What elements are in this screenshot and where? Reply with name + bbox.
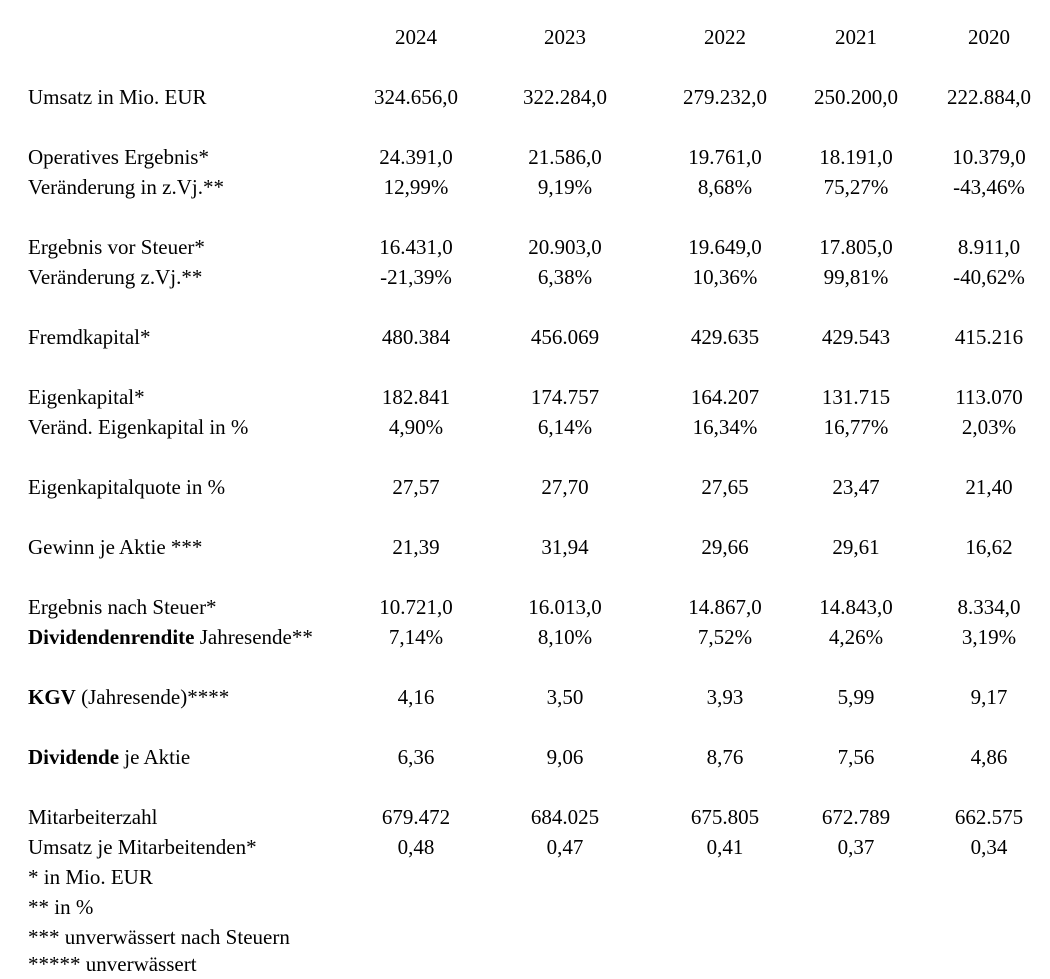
table-cell: -40,62% [953,265,1025,289]
table-cell: 6,38% [537,265,593,289]
table-cell: 27,70 [541,475,589,499]
table-cell: 4,16 [397,685,435,709]
table-cell: 324.656,0 [374,85,458,109]
table-cell: 8.911,0 [957,235,1021,259]
table-row [0,682,1050,712]
table-cell: 675.805 [690,805,760,829]
footnote-text: ** in % [28,895,94,919]
table-cell: 99,81% [823,265,889,289]
table-cell: 23,47 [832,475,880,499]
table-cell: 8,68% [697,175,753,199]
year-header: 2023 [544,25,586,49]
table-cell: 672.789 [821,805,891,829]
table-row [0,82,1050,112]
row-label: Umsatz in Mio. EUR [28,85,207,109]
table-cell: 3,19% [961,625,1017,649]
table-cell: 2,03% [961,415,1017,439]
row-label: Mitarbeiterzahl [28,805,158,829]
table-row [0,832,1050,862]
year-header: 2021 [835,25,877,49]
table-cell: 415.216 [954,325,1024,349]
row-label-rest: (Jahresende)**** [75,685,230,709]
table-cell: 14.867,0 [688,595,762,619]
row-label: Veränderung in z.Vj.** [28,175,224,199]
table-cell: 10.379,0 [952,145,1026,169]
table-cell: 662.575 [954,805,1024,829]
table-row [0,802,1050,832]
table-cell: 684.025 [530,805,600,829]
table-row [0,262,1050,292]
row-label-bold: KGV [28,685,76,709]
table-cell: 27,65 [701,475,749,499]
table-cell: -43,46% [953,175,1025,199]
table-cell: 222.884,0 [947,85,1031,109]
footnote-text: ***** unverwässert [28,952,197,976]
table-cell: 7,56 [837,745,875,769]
table-cell: 29,66 [701,535,749,559]
table-row [0,382,1050,412]
table-row [0,172,1050,202]
row-label: Veränderung z.Vj.** [28,265,203,289]
table-cell: 18.191,0 [819,145,893,169]
table-cell: 250.200,0 [814,85,898,109]
table-cell: 0,37 [837,835,875,859]
row-label: Veränd. Eigenkapital in % [28,415,249,439]
row-label: Eigenkapital* [28,385,145,409]
table-row [0,532,1050,562]
table-cell: 9,17 [970,685,1008,709]
table-cell: -21,39% [380,265,452,289]
table-row [0,412,1050,442]
table-cell: 27,57 [392,475,440,499]
row-label-rest: je Aktie [119,745,191,769]
table-cell: 10.721,0 [379,595,453,619]
table-cell: 429.635 [690,325,760,349]
table-cell: 24.391,0 [379,145,453,169]
row-label [28,622,313,652]
table-cell: 19.761,0 [688,145,762,169]
footnote-text: * in Mio. EUR [28,865,153,889]
table-cell: 113.070 [955,385,1023,409]
table-cell: 480.384 [381,325,451,349]
table-cell: 0,48 [397,835,435,859]
table-cell: 21,40 [965,475,1013,499]
table-cell: 29,61 [832,535,880,559]
row-label-bold: Dividendenrendite [28,625,195,649]
table-row [0,742,1050,772]
table-cell: 5,99 [837,685,875,709]
table-cell: 9,19% [537,175,593,199]
table-row [0,142,1050,172]
table-cell: 4,86 [970,745,1008,769]
table-cell: 4,90% [388,415,444,439]
table-cell: 16.431,0 [379,235,453,259]
table-cell: 20.903,0 [528,235,602,259]
table-cell: 679.472 [381,805,451,829]
footnote [0,892,1050,922]
table-cell: 3,93 [706,685,744,709]
table-cell: 279.232,0 [683,85,767,109]
row-label [28,742,190,772]
table-cell: 21,39 [392,535,440,559]
table-cell: 0,34 [970,835,1008,859]
row-label: Fremdkapital* [28,325,151,349]
row-label [28,682,229,712]
row-label: Ergebnis vor Steuer* [28,235,205,259]
table-cell: 322.284,0 [523,85,607,109]
table-cell: 16.013,0 [528,595,602,619]
table-row [0,322,1050,352]
table-cell: 7,52% [697,625,753,649]
row-label-rest: Jahresende** [194,625,313,649]
table-cell: 6,36 [397,745,435,769]
table-cell: 21.586,0 [528,145,602,169]
table-cell: 4,26% [828,625,884,649]
table-cell: 7,14% [388,625,444,649]
table-cell: 131.715 [821,385,891,409]
year-header: 2024 [395,25,437,49]
table-cell: 19.649,0 [688,235,762,259]
table-row [0,592,1050,622]
year-header: 2020 [968,25,1010,49]
table-cell: 164.207 [690,385,760,409]
table-cell: 16,62 [965,535,1013,559]
table-cell: 9,06 [546,745,584,769]
row-label: Ergebnis nach Steuer* [28,595,217,619]
table-cell: 16,34% [692,415,758,439]
footnote [0,922,1050,952]
table-cell: 31,94 [541,535,589,559]
table-row [0,622,1050,652]
table-cell: 75,27% [823,175,889,199]
table-cell: 10,36% [692,265,758,289]
header-row [0,22,1050,52]
row-label-bold: Dividende [28,745,120,769]
table-cell: 6,14% [537,415,593,439]
table-cell: 182.841 [381,385,451,409]
footnote [0,949,1050,979]
table-cell: 8,10% [537,625,593,649]
table-cell: 0,47 [546,835,584,859]
table-row [0,472,1050,502]
table-row [0,232,1050,262]
table-cell: 17.805,0 [819,235,893,259]
table-cell: 8,76 [706,745,744,769]
table-cell: 174.757 [530,385,600,409]
row-label: Eigenkapitalquote in % [28,475,226,499]
table-cell: 16,77% [823,415,889,439]
footnote-text: *** unverwässert nach Steuern [28,925,290,949]
table-cell: 456.069 [530,325,600,349]
table-cell: 12,99% [383,175,449,199]
table-cell: 0,41 [706,835,744,859]
row-label: Gewinn je Aktie *** [28,535,203,559]
footnote [0,862,1050,892]
row-label: Operatives Ergebnis* [28,145,209,169]
table-cell: 8.334,0 [957,595,1021,619]
row-label: Umsatz je Mitarbeitenden* [28,835,257,859]
table-cell: 3,50 [546,685,584,709]
table-cell: 429.543 [821,325,891,349]
table-cell: 14.843,0 [819,595,893,619]
year-header: 2022 [704,25,746,49]
